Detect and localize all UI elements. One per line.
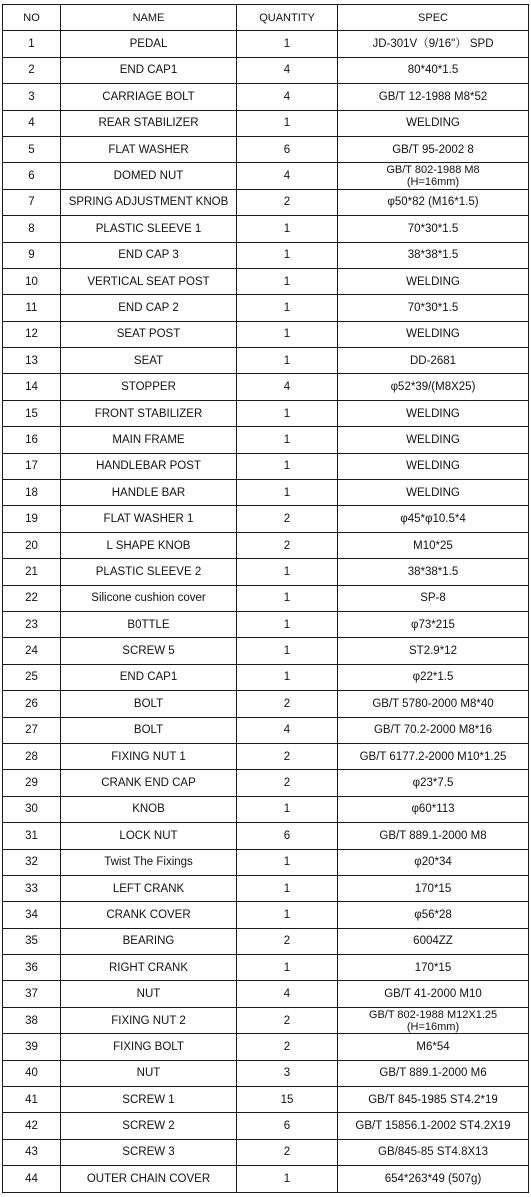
table-row — [3, 295, 529, 321]
cell-quantity: 1 — [237, 1166, 338, 1192]
cell-no: 20 — [3, 532, 61, 558]
cell-no: 3 — [3, 84, 61, 110]
cell-quantity: 1 — [237, 110, 338, 136]
cell-quantity: 1 — [237, 955, 338, 981]
cell-spec: φ60*113 — [338, 796, 529, 822]
cell-name: END CAP1 — [61, 664, 237, 690]
cell-name: LOCK NUT — [61, 823, 237, 849]
table-row — [3, 875, 529, 901]
cell-name: CRANK END CAP — [61, 770, 237, 796]
table-row — [3, 31, 529, 57]
cell-spec: 38*38*1.5 — [338, 242, 529, 268]
table-row — [3, 717, 529, 743]
table-row — [3, 57, 529, 83]
cell-no: 14 — [3, 374, 61, 400]
cell-name: NUT — [61, 981, 237, 1007]
table-row — [3, 1139, 529, 1165]
cell-spec: φ20*34 — [338, 849, 529, 875]
cell-name: SCREW 3 — [61, 1139, 237, 1165]
cell-no: 6 — [3, 163, 61, 189]
cell-quantity: 1 — [237, 427, 338, 453]
cell-quantity: 1 — [237, 796, 338, 822]
cell-spec: φ23*7.5 — [338, 770, 529, 796]
cell-quantity: 2 — [237, 1007, 338, 1033]
cell-no: 44 — [3, 1166, 61, 1192]
cell-quantity: 1 — [237, 400, 338, 426]
cell-name: SCREW 1 — [61, 1087, 237, 1113]
cell-name: END CAP 3 — [61, 242, 237, 268]
cell-name: SEAT — [61, 348, 237, 374]
cell-spec: GB/T 889.1-2000 M6 — [338, 1060, 529, 1086]
cell-quantity: 4 — [237, 374, 338, 400]
table-row — [3, 348, 529, 374]
cell-name: DOMED NUT — [61, 163, 237, 189]
cell-quantity: 1 — [237, 268, 338, 294]
cell-no: 33 — [3, 875, 61, 901]
table-row — [3, 638, 529, 664]
cell-spec: φ52*39/(M8X25) — [338, 374, 529, 400]
cell-spec: GB/845-85 ST4.8X13 — [338, 1139, 529, 1165]
table-row — [3, 268, 529, 294]
table-row — [3, 532, 529, 558]
cell-name: LEFT CRANK — [61, 875, 237, 901]
cell-name: END CAP1 — [61, 57, 237, 83]
cell-name: FIXING BOLT — [61, 1034, 237, 1060]
cell-quantity: 4 — [237, 717, 338, 743]
cell-no: 39 — [3, 1034, 61, 1060]
cell-name: OUTER CHAIN COVER — [61, 1166, 237, 1192]
cell-name: B0TTLE — [61, 611, 237, 637]
cell-quantity: 1 — [237, 611, 338, 637]
cell-quantity: 6 — [237, 136, 338, 162]
cell-quantity: 2 — [237, 189, 338, 215]
cell-quantity: 1 — [237, 453, 338, 479]
header-name: NAME — [61, 5, 237, 31]
cell-name: STOPPER — [61, 374, 237, 400]
cell-quantity: 1 — [237, 638, 338, 664]
cell-quantity: 1 — [237, 348, 338, 374]
table-row — [3, 1060, 529, 1086]
cell-no: 9 — [3, 242, 61, 268]
table-row — [3, 849, 529, 875]
cell-spec: 654*263*49 (507g) — [338, 1166, 529, 1192]
table-row — [3, 321, 529, 347]
cell-name: L SHAPE KNOB — [61, 532, 237, 558]
table-row — [3, 1087, 529, 1113]
table-row — [3, 902, 529, 928]
cell-spec: WELDING — [338, 268, 529, 294]
cell-quantity: 4 — [237, 57, 338, 83]
cell-quantity: 2 — [237, 691, 338, 717]
cell-no: 38 — [3, 1007, 61, 1033]
cell-spec: φ50*82 (M16*1.5) — [338, 189, 529, 215]
cell-name: PLASTIC SLEEVE 2 — [61, 559, 237, 585]
table-row — [3, 1007, 529, 1033]
cell-name: SEAT POST — [61, 321, 237, 347]
cell-spec: GB/T 6177.2-2000 M10*1.25 — [338, 743, 529, 769]
cell-no: 34 — [3, 902, 61, 928]
cell-no: 24 — [3, 638, 61, 664]
cell-no: 13 — [3, 348, 61, 374]
cell-quantity: 1 — [237, 559, 338, 585]
cell-quantity: 1 — [237, 242, 338, 268]
table-row — [3, 928, 529, 954]
cell-quantity: 2 — [237, 1139, 338, 1165]
cell-spec: JD-301V（9/16"） SPD — [338, 31, 529, 57]
cell-quantity: 1 — [237, 31, 338, 57]
cell-no: 23 — [3, 611, 61, 637]
cell-spec: GB/T 12-1988 M8*52 — [338, 84, 529, 110]
cell-spec: φ73*215 — [338, 611, 529, 637]
cell-quantity: 1 — [237, 216, 338, 242]
cell-name: FRONT STABILIZER — [61, 400, 237, 426]
parts-list-table — [2, 4, 529, 1193]
cell-spec: M10*25 — [338, 532, 529, 558]
cell-no: 42 — [3, 1113, 61, 1139]
header-spec: SPEC — [338, 5, 529, 31]
table-row — [3, 1113, 529, 1139]
cell-spec: GB/T 5780-2000 M8*40 — [338, 691, 529, 717]
cell-quantity: 4 — [237, 981, 338, 1007]
header-row — [3, 5, 529, 31]
cell-name: PEDAL — [61, 31, 237, 57]
cell-spec: GB/T 95-2002 8 — [338, 136, 529, 162]
cell-no: 25 — [3, 664, 61, 690]
cell-no: 8 — [3, 216, 61, 242]
cell-name: FIXING NUT 1 — [61, 743, 237, 769]
table-row — [3, 611, 529, 637]
table-row — [3, 506, 529, 532]
cell-quantity: 15 — [237, 1087, 338, 1113]
header-no: NO — [3, 5, 61, 31]
cell-no: 43 — [3, 1139, 61, 1165]
cell-quantity: 2 — [237, 532, 338, 558]
cell-name: RIGHT CRANK — [61, 955, 237, 981]
cell-spec: WELDING — [338, 453, 529, 479]
cell-quantity: 2 — [237, 1034, 338, 1060]
cell-no: 27 — [3, 717, 61, 743]
cell-spec: φ22*1.5 — [338, 664, 529, 690]
cell-quantity: 1 — [237, 875, 338, 901]
parts-rows — [3, 31, 529, 1192]
cell-name: PLASTIC SLEEVE 1 — [61, 216, 237, 242]
cell-quantity: 2 — [237, 770, 338, 796]
cell-name: CARRIAGE BOLT — [61, 84, 237, 110]
cell-no: 15 — [3, 400, 61, 426]
cell-spec: 170*15 — [338, 875, 529, 901]
cell-quantity: 2 — [237, 506, 338, 532]
cell-spec: GB/T 845-1985 ST4.2*19 — [338, 1087, 529, 1113]
table-row — [3, 770, 529, 796]
cell-spec: 6004ZZ — [338, 928, 529, 954]
cell-no: 17 — [3, 453, 61, 479]
cell-name: VERTICAL SEAT POST — [61, 268, 237, 294]
cell-name: SCREW 5 — [61, 638, 237, 664]
cell-spec: GB/T 802-1988 M12X1.25 (H=16mm) — [338, 1007, 529, 1033]
cell-no: 30 — [3, 796, 61, 822]
cell-spec: SP-8 — [338, 585, 529, 611]
cell-no: 37 — [3, 981, 61, 1007]
cell-quantity: 1 — [237, 480, 338, 506]
table-row — [3, 559, 529, 585]
cell-quantity: 4 — [237, 84, 338, 110]
cell-name: END CAP 2 — [61, 295, 237, 321]
table-row — [3, 955, 529, 981]
cell-name: CRANK COVER — [61, 902, 237, 928]
cell-no: 10 — [3, 268, 61, 294]
table-row — [3, 189, 529, 215]
cell-name: NUT — [61, 1060, 237, 1086]
table-row — [3, 453, 529, 479]
table-row — [3, 216, 529, 242]
cell-no: 26 — [3, 691, 61, 717]
cell-quantity: 2 — [237, 928, 338, 954]
cell-quantity: 1 — [237, 295, 338, 321]
table-row — [3, 400, 529, 426]
cell-spec: GB/T 15856.1-2002 ST4.2X19 — [338, 1113, 529, 1139]
cell-no: 28 — [3, 743, 61, 769]
header-quantity: QUANTITY — [237, 5, 338, 31]
cell-no: 35 — [3, 928, 61, 954]
table-row — [3, 1166, 529, 1192]
cell-spec: WELDING — [338, 110, 529, 136]
cell-no: 2 — [3, 57, 61, 83]
cell-spec: 70*30*1.5 — [338, 216, 529, 242]
cell-no: 16 — [3, 427, 61, 453]
table-row — [3, 480, 529, 506]
cell-spec: GB/T 889.1-2000 M8 — [338, 823, 529, 849]
cell-no: 40 — [3, 1060, 61, 1086]
table-row — [3, 1034, 529, 1060]
cell-quantity: 1 — [237, 321, 338, 347]
cell-spec: ST2.9*12 — [338, 638, 529, 664]
cell-no: 7 — [3, 189, 61, 215]
cell-quantity: 1 — [237, 664, 338, 690]
table-row — [3, 743, 529, 769]
cell-spec: 70*30*1.5 — [338, 295, 529, 321]
cell-name: REAR STABILIZER — [61, 110, 237, 136]
cell-no: 29 — [3, 770, 61, 796]
cell-name: FLAT WASHER — [61, 136, 237, 162]
cell-name: Silicone cushion cover — [61, 585, 237, 611]
cell-quantity: 6 — [237, 1113, 338, 1139]
cell-spec: 38*38*1.5 — [338, 559, 529, 585]
cell-no: 4 — [3, 110, 61, 136]
table-row — [3, 136, 529, 162]
cell-name: KNOB — [61, 796, 237, 822]
cell-no: 19 — [3, 506, 61, 532]
cell-name: FLAT WASHER 1 — [61, 506, 237, 532]
cell-no: 1 — [3, 31, 61, 57]
table-row — [3, 691, 529, 717]
cell-name: BOLT — [61, 691, 237, 717]
table-row — [3, 796, 529, 822]
cell-no: 18 — [3, 480, 61, 506]
cell-spec: φ45*φ10.5*4 — [338, 506, 529, 532]
cell-no: 11 — [3, 295, 61, 321]
table-row — [3, 84, 529, 110]
table-row — [3, 110, 529, 136]
cell-quantity: 1 — [237, 849, 338, 875]
cell-name: HANDLEBAR POST — [61, 453, 237, 479]
cell-spec: M6*54 — [338, 1034, 529, 1060]
cell-spec: GB/T 802-1988 M8 (H=16mm) — [338, 163, 529, 189]
cell-name: BOLT — [61, 717, 237, 743]
cell-spec: 80*40*1.5 — [338, 57, 529, 83]
cell-spec: DD-2681 — [338, 348, 529, 374]
table-row — [3, 242, 529, 268]
cell-name: FIXING NUT 2 — [61, 1007, 237, 1033]
table-row — [3, 981, 529, 1007]
cell-name: Twist The Fixings — [61, 849, 237, 875]
cell-name: SPRING ADJUSTMENT KNOB — [61, 189, 237, 215]
cell-spec: 170*15 — [338, 955, 529, 981]
cell-quantity: 1 — [237, 902, 338, 928]
cell-no: 36 — [3, 955, 61, 981]
cell-spec: WELDING — [338, 427, 529, 453]
table-row — [3, 374, 529, 400]
cell-name: MAIN FRAME — [61, 427, 237, 453]
cell-no: 31 — [3, 823, 61, 849]
cell-no: 12 — [3, 321, 61, 347]
cell-spec: GB/T 41-2000 M10 — [338, 981, 529, 1007]
cell-name: BEARING — [61, 928, 237, 954]
cell-quantity: 2 — [237, 743, 338, 769]
cell-quantity: 4 — [237, 163, 338, 189]
table-row — [3, 664, 529, 690]
cell-spec: GB/T 70.2-2000 M8*16 — [338, 717, 529, 743]
cell-spec: WELDING — [338, 400, 529, 426]
cell-name: SCREW 2 — [61, 1113, 237, 1139]
cell-quantity: 3 — [237, 1060, 338, 1086]
table-row — [3, 585, 529, 611]
cell-no: 21 — [3, 559, 61, 585]
cell-no: 22 — [3, 585, 61, 611]
cell-quantity: 1 — [237, 585, 338, 611]
cell-quantity: 6 — [237, 823, 338, 849]
cell-no: 5 — [3, 136, 61, 162]
cell-spec: φ56*28 — [338, 902, 529, 928]
cell-spec: WELDING — [338, 321, 529, 347]
table-row — [3, 163, 529, 189]
table-row — [3, 823, 529, 849]
table-row — [3, 427, 529, 453]
cell-spec: WELDING — [338, 480, 529, 506]
cell-no: 41 — [3, 1087, 61, 1113]
cell-name: HANDLE BAR — [61, 480, 237, 506]
cell-no: 32 — [3, 849, 61, 875]
